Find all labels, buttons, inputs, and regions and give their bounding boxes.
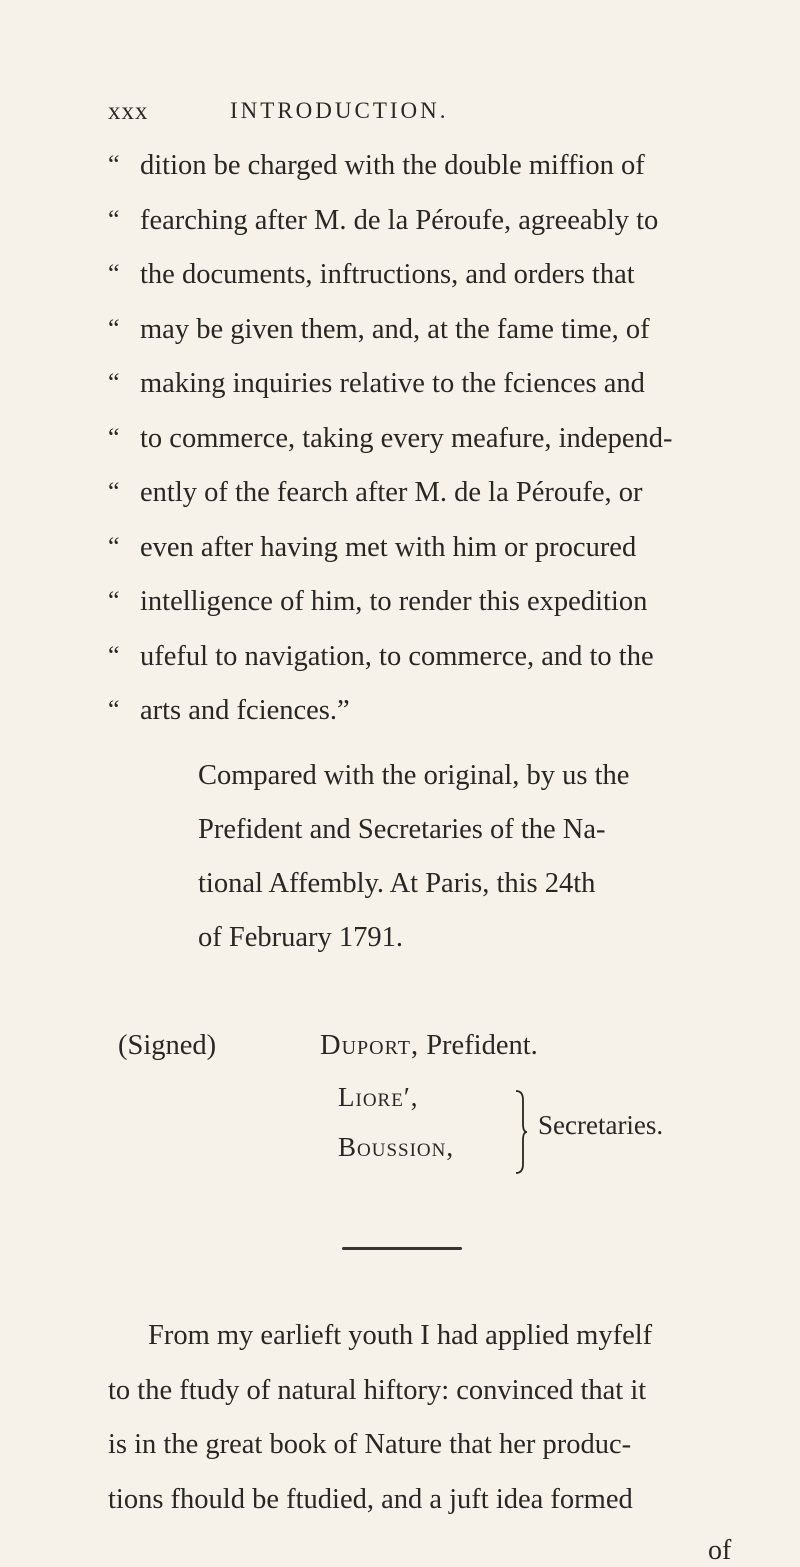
quote-line: “ ufeful to navigation, to commerce, and to the bbox=[108, 640, 654, 672]
quote-mark: “ bbox=[108, 695, 120, 724]
president-title: Prefident. bbox=[426, 1030, 538, 1061]
quote-line: “ intelligence of him, to render this expedition bbox=[108, 586, 648, 617]
page-header bbox=[108, 92, 710, 132]
quote-mark: “ bbox=[108, 477, 120, 506]
quote-mark: “ bbox=[108, 640, 120, 670]
quote-line: “ the documents, inftructions, and orders that bbox=[108, 259, 635, 290]
quote-line: “ may be given them, and, at the fame time, of bbox=[108, 313, 650, 345]
text-line: Compared with the original, by us the bbox=[198, 760, 630, 791]
quote-mark: “ bbox=[108, 368, 120, 397]
secretaries-signatures bbox=[338, 1082, 698, 1182]
section-divider bbox=[342, 1247, 462, 1250]
text-line: tions fhould be ftudied, and a juft idea formed bbox=[108, 1483, 633, 1515]
quote-mark: “ bbox=[108, 259, 120, 288]
text-line: From my earlieft youth I had applied myfelf bbox=[148, 1320, 653, 1351]
quote-line: “ making inquiries relative to the fciences and bbox=[108, 368, 645, 399]
secretary-name: Liore′, bbox=[338, 1082, 419, 1112]
quote-line: “ ently of the fearch after M. de la Péroufe, or bbox=[108, 477, 643, 508]
secretaries-title: Secretaries. bbox=[538, 1110, 664, 1140]
curly-brace-icon bbox=[514, 1090, 528, 1174]
text-line: Prefident and Secretaries of the Na- bbox=[198, 814, 606, 845]
text-line: to the ftudy of natural hiftory: convinced that it bbox=[108, 1374, 647, 1406]
quote-mark: “ bbox=[108, 204, 120, 234]
catchword: of bbox=[708, 1535, 732, 1566]
text-line: of February 1791. bbox=[198, 922, 403, 953]
attestation-paragraph bbox=[108, 760, 728, 976]
quoted-passage bbox=[108, 150, 728, 750]
quote-line: “ to commerce, taking every meafure, independ- bbox=[108, 422, 673, 454]
text-line: is in the great book of Nature that her produc- bbox=[108, 1429, 632, 1460]
quote-mark: “ bbox=[108, 531, 120, 561]
quote-line: “ arts and fciences.” bbox=[108, 695, 350, 726]
secretary-name: Boussion, bbox=[338, 1132, 455, 1162]
quote-mark: “ bbox=[108, 313, 120, 343]
quote-mark: “ bbox=[108, 586, 120, 615]
text-line: tional Affembly. At Paris, this 24th bbox=[198, 868, 596, 899]
quote-mark: “ bbox=[108, 150, 120, 179]
body-paragraph bbox=[108, 1320, 748, 1538]
signed-label: (Signed) bbox=[118, 1030, 217, 1061]
quote-line: “ even after having met with him or procured bbox=[108, 531, 637, 563]
president-signature bbox=[320, 1030, 538, 1062]
quote-line: “ dition be charged with the double miffion of bbox=[108, 150, 645, 181]
president-name: Duport, bbox=[320, 1030, 420, 1061]
quote-line: “ fearching after M. de la Péroufe, agreeably to bbox=[108, 204, 659, 236]
quote-mark: “ bbox=[108, 422, 120, 452]
running-head: INTRODUCTION. bbox=[230, 98, 449, 123]
page-number: xxx bbox=[108, 98, 149, 125]
